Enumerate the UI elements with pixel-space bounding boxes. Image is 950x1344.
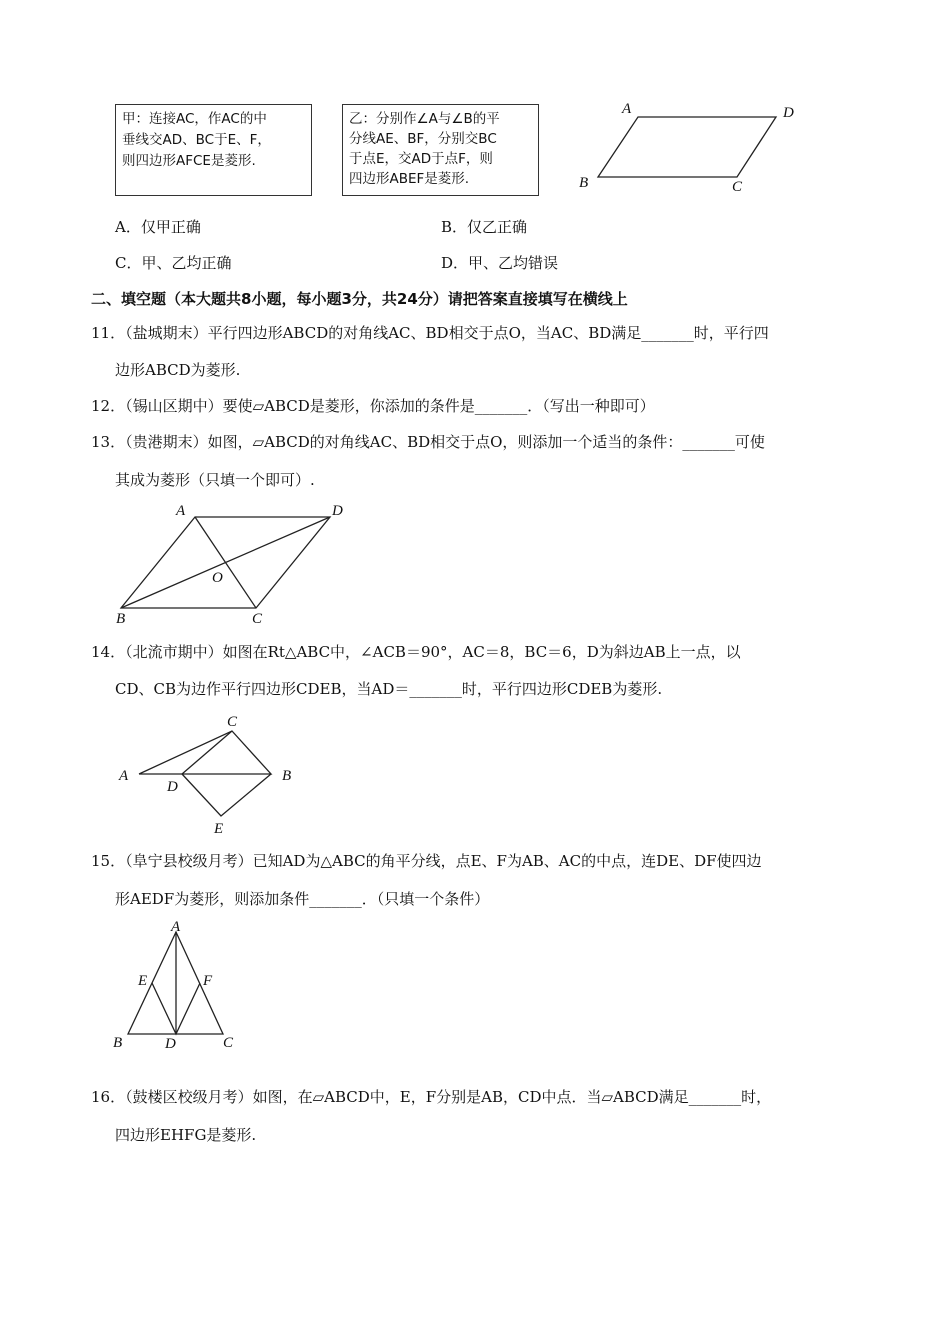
q15-label-c: C — [223, 1035, 234, 1051]
q11-line-2: 边形ABCD为菱形. — [115, 361, 241, 379]
q14-label-e: E — [214, 821, 224, 837]
q13-rhombus-figure — [108, 500, 358, 630]
jia-line-3: 则四边形AFCE是菱形. — [122, 153, 256, 169]
q14-label-d: D — [167, 779, 178, 795]
q10-label-a: A — [622, 101, 632, 117]
q14-segment-cd — [182, 731, 232, 774]
q10-label-c: C — [732, 179, 743, 195]
q13-label-c: C — [252, 611, 263, 627]
jia-line-1: 甲：连接AC，作AC的中 — [122, 111, 267, 127]
q13-line-2: 其成为菱形（只填一个即可）. — [115, 471, 315, 489]
q14-segments-de-eb — [182, 774, 271, 816]
q15-label-d: D — [165, 1036, 176, 1052]
q11-line-1: 11．（盐城期末）平行四边形ABCD的对角线AC、BD相交于点O，当AC、BD满足_______时，平行四 — [91, 324, 769, 342]
yi-line-1: 乙：分别作∠A与∠B的平 — [349, 111, 500, 127]
q14-line-2: CD、CB为边作平行四边形CDEB，当AD＝_______时，平行四边形CDEB为菱形. — [115, 680, 663, 698]
yi-statement-box — [342, 104, 539, 196]
q15-label-e: E — [138, 973, 148, 989]
q14-label-c: C — [227, 714, 238, 730]
q10-label-d: D — [783, 105, 794, 121]
q10-label-b: B — [579, 175, 589, 191]
q15-label-a: A — [171, 919, 181, 935]
q13-label-b: B — [116, 611, 126, 627]
q13-label-a: A — [176, 503, 186, 519]
option-c: C．甲、乙均正确 — [115, 254, 232, 272]
yi-line-2: 分线AE、BF，分别交BC — [349, 131, 497, 147]
option-a: A．仅甲正确 — [115, 218, 201, 236]
jia-statement-box — [115, 104, 312, 196]
q14-label-b: B — [282, 768, 292, 784]
q14-line-1: 14．（北流市期中）如图在Rt△ABC中，∠ACB＝90°，AC＝8，BC＝6，D为斜边AB上一点，以 — [91, 643, 741, 661]
q14-label-a: A — [119, 768, 129, 784]
q10-parallelogram — [598, 117, 776, 177]
q16-line-1: 16．（鼓楼区校级月考）如图，在▱ABCD中，E，F分别是AB，CD中点．当▱ABCD满足_______时， — [91, 1088, 772, 1106]
section-title: 二、填空题（本大题共8小题，每小题3分，共24分）请把答案直接填写在横线上 — [91, 290, 628, 308]
q13-label-o: O — [212, 570, 223, 586]
q13-label-d: D — [332, 503, 343, 519]
q15-line-1: 15．（阜宁县校级月考）已知AD为△ABC的角平分线，点E、F为AB、AC的中点，连DE、DF使四边 — [91, 852, 762, 870]
q15-line-2: 形AEDF为菱形，则添加条件_______．（只填一个条件） — [115, 890, 490, 908]
q15-label-f: F — [203, 973, 213, 989]
q13-line-1: 13．（贵港期末）如图，▱ABCD的对角线AC、BD相交于点O，则添加一个适当的条件：_______可使 — [91, 433, 765, 451]
q14-triangle-abc — [139, 731, 271, 774]
q12-line-1: 12．（锡山区期中）要使▱ABCD是菱形，你添加的条件是_______．（写出一种即可） — [91, 397, 655, 415]
jia-line-2: 垂线交AD、BC于E、F， — [122, 132, 271, 148]
q15-figure — [105, 915, 255, 1055]
q10-parallelogram-figure — [570, 95, 810, 200]
option-b: B．仅乙正确 — [441, 218, 528, 236]
q14-figure — [110, 710, 310, 840]
option-d: D．甲、乙均错误 — [441, 254, 559, 272]
yi-line-4: 四边形ABEF是菱形. — [349, 171, 470, 187]
q16-line-2: 四边形EHFG是菱形. — [115, 1126, 257, 1144]
yi-line-3: 于点E，交AD于点F，则 — [349, 151, 493, 167]
q15-label-b: B — [113, 1035, 123, 1051]
q13-diagonal-bd — [121, 517, 330, 608]
